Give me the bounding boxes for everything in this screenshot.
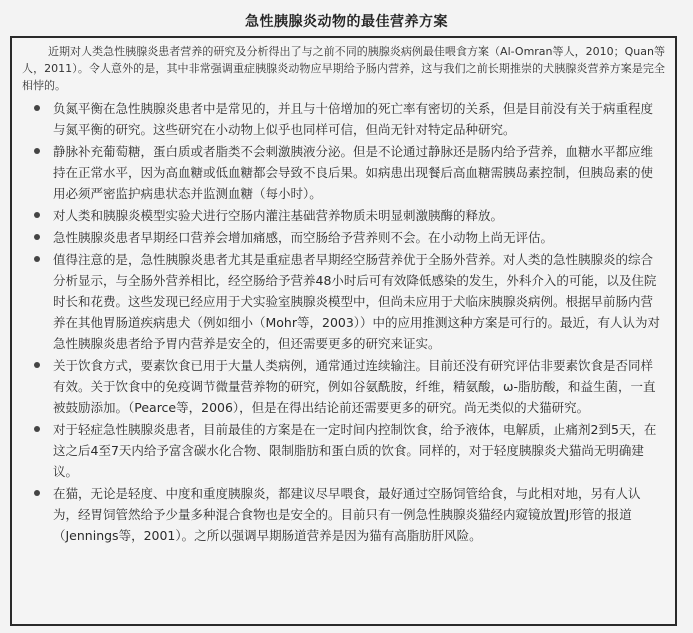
list-item <box>12 98 675 140</box>
bullet-icon <box>34 148 40 154</box>
bullet-icon <box>34 426 40 432</box>
intro-paragraph: 近期对人类急性胰腺炎患者营养的研究及分析得出了与之前不同的胰腺炎病例最佳喂食方案（Al-Omran等人，2010；Quan等人，2011）。令人意外的是，其中非常强调重症胰腺炎动物应早期给予肠内营养，这与我们之前长期推崇的犬胰腺炎营养方案是完全相悖的。 <box>22 45 665 92</box>
bullet-icon <box>34 212 40 218</box>
bullet-list <box>12 98 675 547</box>
list-item <box>12 141 675 204</box>
page-title: 急性胰腺炎动物的最佳营养方案 <box>245 14 448 30</box>
bullet-icon <box>34 362 40 368</box>
bullet-icon <box>34 256 40 262</box>
bullet-icon <box>34 105 40 111</box>
list-item-text: 关于饮食方式，要素饮食已用于大量人类病例，通常通过连续输注。目前还没有研究评估非要素饮食是否同样有效。关于饮食中的免疫调节微量营养物的研究，例如谷氨酰胺，纤维，精氨酸，ω-脂肪酸，和益生菌，一直被鼓励添加。（Pearce等，2006），但是在得出结论前还需要更多的研究。尚无类似的犬猫研究。 <box>53 358 656 415</box>
list-item-text: 在猫，无论是轻度、中度和重度胰腺炎，都建议尽早喂食，最好通过空肠饲管给食，与此相对地，另有人认为，经胃饲管然给予少量多种混合食物也是安全的。目前只有一例急性胰腺炎猫经内窥镜放置J形管的报道（Jennings等，2001）。之所以强调早期肠道营养是因为猫有高脂肪肝风险。 <box>53 486 641 543</box>
list-item <box>12 419 675 482</box>
list-item-text: 值得注意的是，急性胰腺炎患者尤其是重症患者早期经空肠营养优于全肠外营养。对人类的急性胰腺炎的综合分析显示，与全肠外营养相比，经空肠给予营养48小时后可有效降低感染的发生，外科介入的可能，以及住院时长和花费。这些发现已经应用于犬实验室胰腺炎模型中，但尚未应用于犬临床胰腺炎病例。根据早前肠内营养在其他胃肠道疾病患犬（例如细小（Mohr等，2003））中的应用推测这种方案是可行的。最近，有人认为对急性胰腺炎患者给予胃内营养是安全的，但还需要更多的研究来证实。 <box>53 252 661 351</box>
list-item-text: 急性胰腺炎患者早期经口营养会增加痛感，而空肠给予营养则不会。在小动物上尚无评估。 <box>53 230 554 245</box>
list-item-text: 对于轻症急性胰腺炎患者，目前最佳的方案是在一定时间内控制饮食，给予液体，电解质，止痛剂2到5天，在这之后4至7天内给予富含碳水化合物、限制脂肪和蛋白质的饮食。同样的，对于轻度胰腺炎犬猫尚无明确建议。 <box>53 422 657 479</box>
list-item-text: 对人类和胰腺炎模型实验犬进行空肠内灌注基础营养物质未明显刺激胰酶的释放。 <box>53 208 504 223</box>
list-item <box>12 249 675 354</box>
bullet-icon <box>34 234 40 240</box>
content-box <box>10 36 677 626</box>
list-item <box>12 483 675 546</box>
list-item-text: 静脉补充葡萄糖，蛋白质或者脂类不会刺激胰液分泌。但是不论通过静脉还是肠内给予营养，血糖水平都应维持在正常水平，因为高血糖或低血糖都会导致不良后果。如病患出现餐后高血糖需胰岛素控制，但胰岛素的使用必须严密监护病患状态并监测血糖（每小时）。 <box>53 144 654 201</box>
bullet-icon <box>34 490 40 496</box>
list-item-text: 负氮平衡在急性胰腺炎患者中是常见的，并且与十倍增加的死亡率有密切的关系，但是目前没有关于病重程度与氮平衡的研究。这些研究在小动物上似乎也同样可信，但尚无针对特定品种研究。 <box>53 101 654 137</box>
list-item <box>12 227 675 248</box>
list-item <box>12 205 675 226</box>
list-item <box>12 355 675 418</box>
